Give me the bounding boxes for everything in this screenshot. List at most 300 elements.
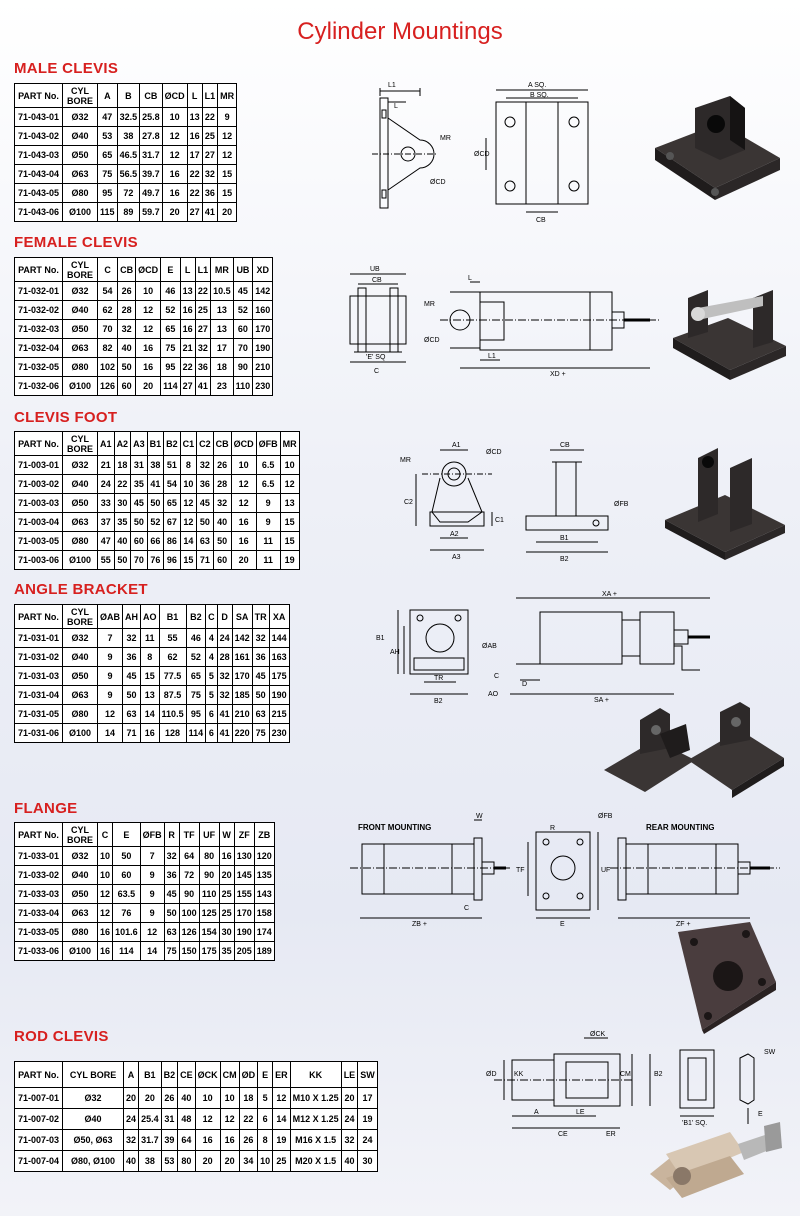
dim-c: C <box>374 368 380 375</box>
table-cell: 31.7 <box>139 1130 162 1151</box>
table-cell: 89 <box>117 203 140 222</box>
column-header: CYL BORE <box>63 605 98 629</box>
table-cell: 40 <box>178 1088 196 1109</box>
table-cell: 16 <box>98 923 113 942</box>
dim-fb: ØFB <box>614 501 629 508</box>
column-header: CYL BORE <box>63 258 98 282</box>
table-cell: 52 <box>233 301 253 320</box>
table-cell: 190 <box>269 686 289 705</box>
table-row <box>15 724 290 743</box>
table-row <box>15 847 275 866</box>
table-cell: 16 <box>180 301 195 320</box>
dim-sa: SA + <box>594 697 609 704</box>
table-cell: Ø50 <box>63 494 98 513</box>
table-cell: 71-031-02 <box>15 648 63 667</box>
table-cell: Ø40 <box>63 866 98 885</box>
dim-er: ER <box>606 1131 616 1138</box>
table-cell: 45 <box>131 494 148 513</box>
table-cell: 16 <box>180 320 195 339</box>
column-header: L <box>180 258 195 282</box>
table-cell: 32 <box>217 667 232 686</box>
table-cell: 75 <box>252 724 269 743</box>
table-cell: 32 <box>197 456 214 475</box>
table-cell: 50 <box>123 686 141 705</box>
table-cell: 36 <box>197 475 214 494</box>
column-header: ER <box>273 1062 291 1088</box>
table-cell: 17 <box>358 1088 378 1109</box>
table-header-row <box>15 1062 378 1088</box>
table-cell: 20 <box>195 1151 220 1172</box>
dim-d: ØD <box>486 1071 497 1078</box>
dim-a3: A3 <box>452 554 461 561</box>
table-cell: 60 <box>131 532 148 551</box>
clevis-foot-table <box>14 431 300 570</box>
table-cell: 22 <box>114 475 131 494</box>
table-cell: 12 <box>136 320 161 339</box>
dim-ah: AH <box>390 649 400 656</box>
table-cell: 12 <box>98 705 123 724</box>
table-cell: 16 <box>187 127 202 146</box>
table-cell: 46 <box>161 282 181 301</box>
column-header: L1 <box>202 84 218 108</box>
table-cell: 60 <box>113 866 141 885</box>
table-cell: 14 <box>273 1109 291 1130</box>
table-cell: 46 <box>186 629 206 648</box>
column-header: A <box>98 84 118 108</box>
table-cell: 100 <box>179 904 199 923</box>
table-cell: 120 <box>254 847 274 866</box>
table-cell: 175 <box>269 667 289 686</box>
table-row <box>15 127 237 146</box>
table-cell: 9 <box>256 494 280 513</box>
table-cell: 54 <box>164 475 181 494</box>
table-cell: 71-033-02 <box>15 866 63 885</box>
table-cell: 13 <box>180 282 195 301</box>
table-cell: 36 <box>202 184 218 203</box>
table-cell: 26 <box>213 456 231 475</box>
table-cell: 19 <box>280 551 299 570</box>
table-cell: 71-032-05 <box>15 358 63 377</box>
dim-e: E <box>758 1111 763 1118</box>
dim-mr: MR <box>440 135 451 142</box>
dim-b1sq: 'B1' SQ. <box>682 1120 708 1127</box>
table-row <box>15 1151 378 1172</box>
table-cell: 70 <box>98 320 118 339</box>
table-cell: Ø40 <box>63 301 98 320</box>
dim-cd: ØCD <box>424 337 440 344</box>
table-cell: 63 <box>164 923 179 942</box>
table-cell: 22 <box>187 184 202 203</box>
table-cell: 35 <box>131 475 148 494</box>
table-row <box>15 667 290 686</box>
table-cell: 8 <box>180 456 197 475</box>
table-cell: 12 <box>98 885 113 904</box>
table-cell: 16 <box>220 1130 239 1151</box>
table-cell: 102 <box>98 358 118 377</box>
table-cell: 12 <box>220 1109 239 1130</box>
table-cell: 71-003-01 <box>15 456 63 475</box>
column-header: UF <box>199 823 219 847</box>
table-cell: 71-043-06 <box>15 203 63 222</box>
table-cell: Ø32 <box>63 456 98 475</box>
table-cell: 17 <box>211 339 234 358</box>
table-cell: 71-032-03 <box>15 320 63 339</box>
table-cell: 175 <box>199 942 219 961</box>
table-cell: 31 <box>131 456 148 475</box>
dim-w: W <box>476 813 483 820</box>
table-cell: 12 <box>180 513 197 532</box>
table-cell: 20 <box>341 1088 358 1109</box>
table-cell: 71-031-06 <box>15 724 63 743</box>
column-header: CYL BORE <box>63 823 98 847</box>
table-cell: 20 <box>231 551 256 570</box>
column-header: A <box>124 1062 139 1088</box>
table-cell: 32 <box>202 165 218 184</box>
rod-clevis-table <box>14 1061 378 1172</box>
column-header: ØD <box>239 1062 258 1088</box>
table-cell: 24 <box>341 1109 358 1130</box>
table-header-row <box>15 823 275 847</box>
table-cell: 71-043-05 <box>15 184 63 203</box>
table-cell: 71-031-01 <box>15 629 63 648</box>
dim-a2: A2 <box>450 531 459 538</box>
table-cell: Ø100 <box>63 551 98 570</box>
column-header: ØCK <box>195 1062 220 1088</box>
table-cell: 67 <box>164 513 181 532</box>
table-cell: 142 <box>232 629 252 648</box>
dim-a: A <box>534 1109 539 1116</box>
table-cell: 50 <box>114 551 131 570</box>
table-cell: 28 <box>213 475 231 494</box>
flange-title: FLANGE <box>14 800 78 817</box>
table-cell: 13 <box>211 301 234 320</box>
table-cell: 13 <box>187 108 202 127</box>
angle-bracket-table <box>14 604 290 743</box>
table-cell: 53 <box>98 127 118 146</box>
table-cell: Ø80 <box>63 705 98 724</box>
table-row <box>15 1109 378 1130</box>
table-row <box>15 1130 378 1151</box>
table-cell: 95 <box>161 358 181 377</box>
table-cell: 4 <box>206 629 218 648</box>
table-cell: 71-032-06 <box>15 377 63 396</box>
table-row <box>15 551 300 570</box>
table-cell: 22 <box>239 1109 258 1130</box>
table-cell: 26 <box>239 1130 258 1151</box>
table-cell: Ø80, Ø100 <box>63 1151 124 1172</box>
dim-ub: UB <box>370 266 380 273</box>
column-header: E <box>258 1062 273 1088</box>
table-cell: 56.5 <box>117 165 140 184</box>
table-cell: 71-032-04 <box>15 339 63 358</box>
table-cell: 38 <box>147 456 164 475</box>
column-header: B2 <box>164 432 181 456</box>
table-cell: 50 <box>118 358 136 377</box>
dim-b2: B2 <box>434 698 443 705</box>
flange-table <box>14 822 275 961</box>
table-cell: 31 <box>161 1109 178 1130</box>
table-cell: 220 <box>232 724 252 743</box>
table-cell: 16 <box>98 942 113 961</box>
table-cell: 128 <box>159 724 186 743</box>
table-cell: 49.7 <box>140 184 163 203</box>
table-cell: 40 <box>341 1151 358 1172</box>
dim-ab: ØAB <box>482 643 497 650</box>
table-cell: 20 <box>124 1088 139 1109</box>
column-header: D <box>217 605 232 629</box>
table-cell: 15 <box>280 532 299 551</box>
dim-xd: XD + <box>550 371 566 378</box>
table-row <box>15 513 300 532</box>
table-cell: 9 <box>256 513 280 532</box>
table-cell: 135 <box>254 866 274 885</box>
table-cell: M16 X 1.5 <box>290 1130 341 1151</box>
table-cell: 25 <box>195 301 211 320</box>
table-row <box>15 301 273 320</box>
column-header: UB <box>233 258 253 282</box>
column-header: TR <box>252 605 269 629</box>
table-cell: 71-031-03 <box>15 667 63 686</box>
table-cell: 190 <box>253 339 273 358</box>
column-header: C1 <box>180 432 197 456</box>
dim-ce: CE <box>558 1131 568 1138</box>
table-cell: Ø100 <box>63 942 98 961</box>
dim-mr: MR <box>424 301 435 308</box>
table-row <box>15 320 273 339</box>
table-cell: M10 X 1.25 <box>290 1088 341 1109</box>
table-row <box>15 1088 378 1109</box>
table-cell: 8 <box>141 648 160 667</box>
table-cell: 20 <box>162 203 187 222</box>
table-cell: 6 <box>206 705 218 724</box>
dim-zb: ZB + <box>412 921 427 928</box>
table-cell: 36 <box>195 358 211 377</box>
table-row <box>15 184 237 203</box>
clevis-foot-title: CLEVIS FOOT <box>14 409 118 426</box>
table-row <box>15 904 275 923</box>
table-cell: 32 <box>217 686 232 705</box>
table-cell: 75 <box>161 339 181 358</box>
table-cell: 41 <box>202 203 218 222</box>
table-cell: Ø80 <box>63 184 98 203</box>
table-row <box>15 629 290 648</box>
dim-cd: ØCD <box>486 449 502 456</box>
table-cell: 25 <box>273 1151 291 1172</box>
table-cell: 10 <box>220 1088 239 1109</box>
table-cell: 52 <box>186 648 206 667</box>
table-cell: 10 <box>98 866 113 885</box>
table-cell: 86 <box>164 532 181 551</box>
column-header: CB <box>213 432 231 456</box>
table-cell: 16 <box>231 513 256 532</box>
table-cell: 39 <box>161 1130 178 1151</box>
column-header: C <box>98 258 118 282</box>
column-header: PART No. <box>15 84 63 108</box>
table-cell: 12 <box>273 1088 291 1109</box>
table-cell: 10 <box>258 1151 273 1172</box>
table-cell: 65 <box>161 320 181 339</box>
table-cell: 37 <box>98 513 115 532</box>
table-cell: 160 <box>253 301 273 320</box>
dim-uf: UF <box>601 867 611 874</box>
column-header: PART No. <box>15 605 63 629</box>
table-cell: 96 <box>164 551 181 570</box>
table-cell: Ø32 <box>63 108 98 127</box>
table-cell: 130 <box>234 847 254 866</box>
dim-asq: A SQ. <box>528 82 547 89</box>
table-row <box>15 282 273 301</box>
table-cell: 76 <box>147 551 164 570</box>
table-cell: 145 <box>234 866 254 885</box>
table-cell: 142 <box>253 282 273 301</box>
dim-c: C <box>464 905 470 912</box>
table-cell: 10 <box>162 108 187 127</box>
table-cell: 59.7 <box>140 203 163 222</box>
table-cell: 71-033-01 <box>15 847 63 866</box>
table-cell: 126 <box>179 923 199 942</box>
table-cell: 5 <box>258 1088 273 1109</box>
table-cell: 20 <box>139 1088 162 1109</box>
table-cell: 71 <box>197 551 214 570</box>
column-header: LE <box>341 1062 358 1088</box>
table-cell: 76 <box>113 904 141 923</box>
dim-kk: KK <box>514 1071 524 1078</box>
dim-l: L <box>468 275 472 282</box>
table-cell: 50 <box>252 686 269 705</box>
table-cell: 71-043-03 <box>15 146 63 165</box>
table-cell: 77.5 <box>159 667 186 686</box>
column-header: ØCD <box>231 432 256 456</box>
rod-clevis-title: ROD CLEVIS <box>14 1028 109 1045</box>
table-cell: 52 <box>147 513 164 532</box>
table-cell: 6.5 <box>256 475 280 494</box>
table-cell: 13 <box>211 320 234 339</box>
table-cell: 114 <box>161 377 181 396</box>
table-cell: 55 <box>159 629 186 648</box>
table-cell: 114 <box>113 942 141 961</box>
dim-e: E <box>560 921 565 928</box>
table-header-row <box>15 84 237 108</box>
table-cell: 155 <box>234 885 254 904</box>
table-row <box>15 686 290 705</box>
dim-c1: C1 <box>495 517 504 524</box>
table-cell: 47 <box>98 108 118 127</box>
table-cell: 9 <box>140 866 164 885</box>
column-header: W <box>219 823 234 847</box>
table-cell: 9 <box>140 885 164 904</box>
table-cell: 5 <box>206 667 218 686</box>
table-cell: Ø63 <box>63 165 98 184</box>
table-cell: 13 <box>280 494 299 513</box>
table-cell: 18 <box>114 456 131 475</box>
column-header: L <box>187 84 202 108</box>
dim-b1: B1 <box>560 535 569 542</box>
table-cell: 62 <box>98 301 118 320</box>
table-cell: 24 <box>98 475 115 494</box>
column-header: CM <box>220 1062 239 1088</box>
column-header: CE <box>178 1062 196 1088</box>
table-cell: 40 <box>118 339 136 358</box>
table-cell: 21 <box>180 339 195 358</box>
table-cell: 46.5 <box>117 146 140 165</box>
table-cell: 65 <box>186 667 206 686</box>
female-clevis-table <box>14 257 273 396</box>
table-cell: Ø32 <box>63 629 98 648</box>
dim-le: LE <box>576 1109 585 1116</box>
clevis-foot-drawing <box>392 438 647 563</box>
table-cell: 90 <box>233 358 253 377</box>
table-cell: 45 <box>164 885 179 904</box>
table-cell: 95 <box>186 705 206 724</box>
table-cell: 16 <box>219 847 234 866</box>
table-cell: 125 <box>199 904 219 923</box>
table-cell: 10 <box>195 1088 220 1109</box>
column-header: ØFB <box>140 823 164 847</box>
column-header: CB <box>140 84 163 108</box>
front-mounting-label: FRONT MOUNTING <box>358 823 432 832</box>
dim-l: L <box>394 103 398 110</box>
table-cell: 71-043-02 <box>15 127 63 146</box>
table-cell: 10 <box>98 847 113 866</box>
male-clevis-title: MALE CLEVIS <box>14 60 119 77</box>
table-cell: Ø32 <box>63 282 98 301</box>
table-cell: 25.8 <box>140 108 163 127</box>
column-header: PART No. <box>15 258 63 282</box>
table-cell: 90 <box>179 885 199 904</box>
table-cell: 71-003-02 <box>15 475 63 494</box>
dim-c: C <box>494 673 500 680</box>
dim-cb: CB <box>372 277 382 284</box>
table-cell: 230 <box>269 724 289 743</box>
dim-r: R <box>550 825 556 832</box>
table-cell: 87.5 <box>159 686 186 705</box>
table-cell: 45 <box>233 282 253 301</box>
table-cell: 101.6 <box>113 923 141 942</box>
table-row <box>15 866 275 885</box>
table-cell: 24 <box>217 629 232 648</box>
column-header: ØAB <box>98 605 123 629</box>
table-cell: 35 <box>114 513 131 532</box>
table-row <box>15 165 237 184</box>
column-header: PART No. <box>15 823 63 847</box>
table-cell: 32 <box>164 847 179 866</box>
table-cell: 9 <box>98 686 123 705</box>
table-row <box>15 885 275 904</box>
column-header: XA <box>269 605 289 629</box>
table-cell: 13 <box>141 686 160 705</box>
table-cell: 12 <box>140 923 164 942</box>
table-cell: Ø100 <box>63 377 98 396</box>
dim-b2: B2 <box>560 556 569 563</box>
table-cell: 19 <box>273 1130 291 1151</box>
dim-b2: B2 <box>654 1071 663 1078</box>
dim-l1: L1 <box>388 82 396 89</box>
table-cell: 12 <box>98 904 113 923</box>
table-cell: 75 <box>164 942 179 961</box>
table-cell: 24 <box>124 1109 139 1130</box>
column-header: ØCD <box>136 258 161 282</box>
table-header-row <box>15 432 300 456</box>
table-cell: 15 <box>141 667 160 686</box>
table-cell: 14 <box>140 942 164 961</box>
table-cell: 45 <box>197 494 214 513</box>
column-header: C2 <box>197 432 214 456</box>
table-cell: 205 <box>234 942 254 961</box>
column-header: TF <box>179 823 199 847</box>
column-header: AH <box>123 605 141 629</box>
dim-cb: CB <box>536 217 546 224</box>
table-cell: 54 <box>98 282 118 301</box>
